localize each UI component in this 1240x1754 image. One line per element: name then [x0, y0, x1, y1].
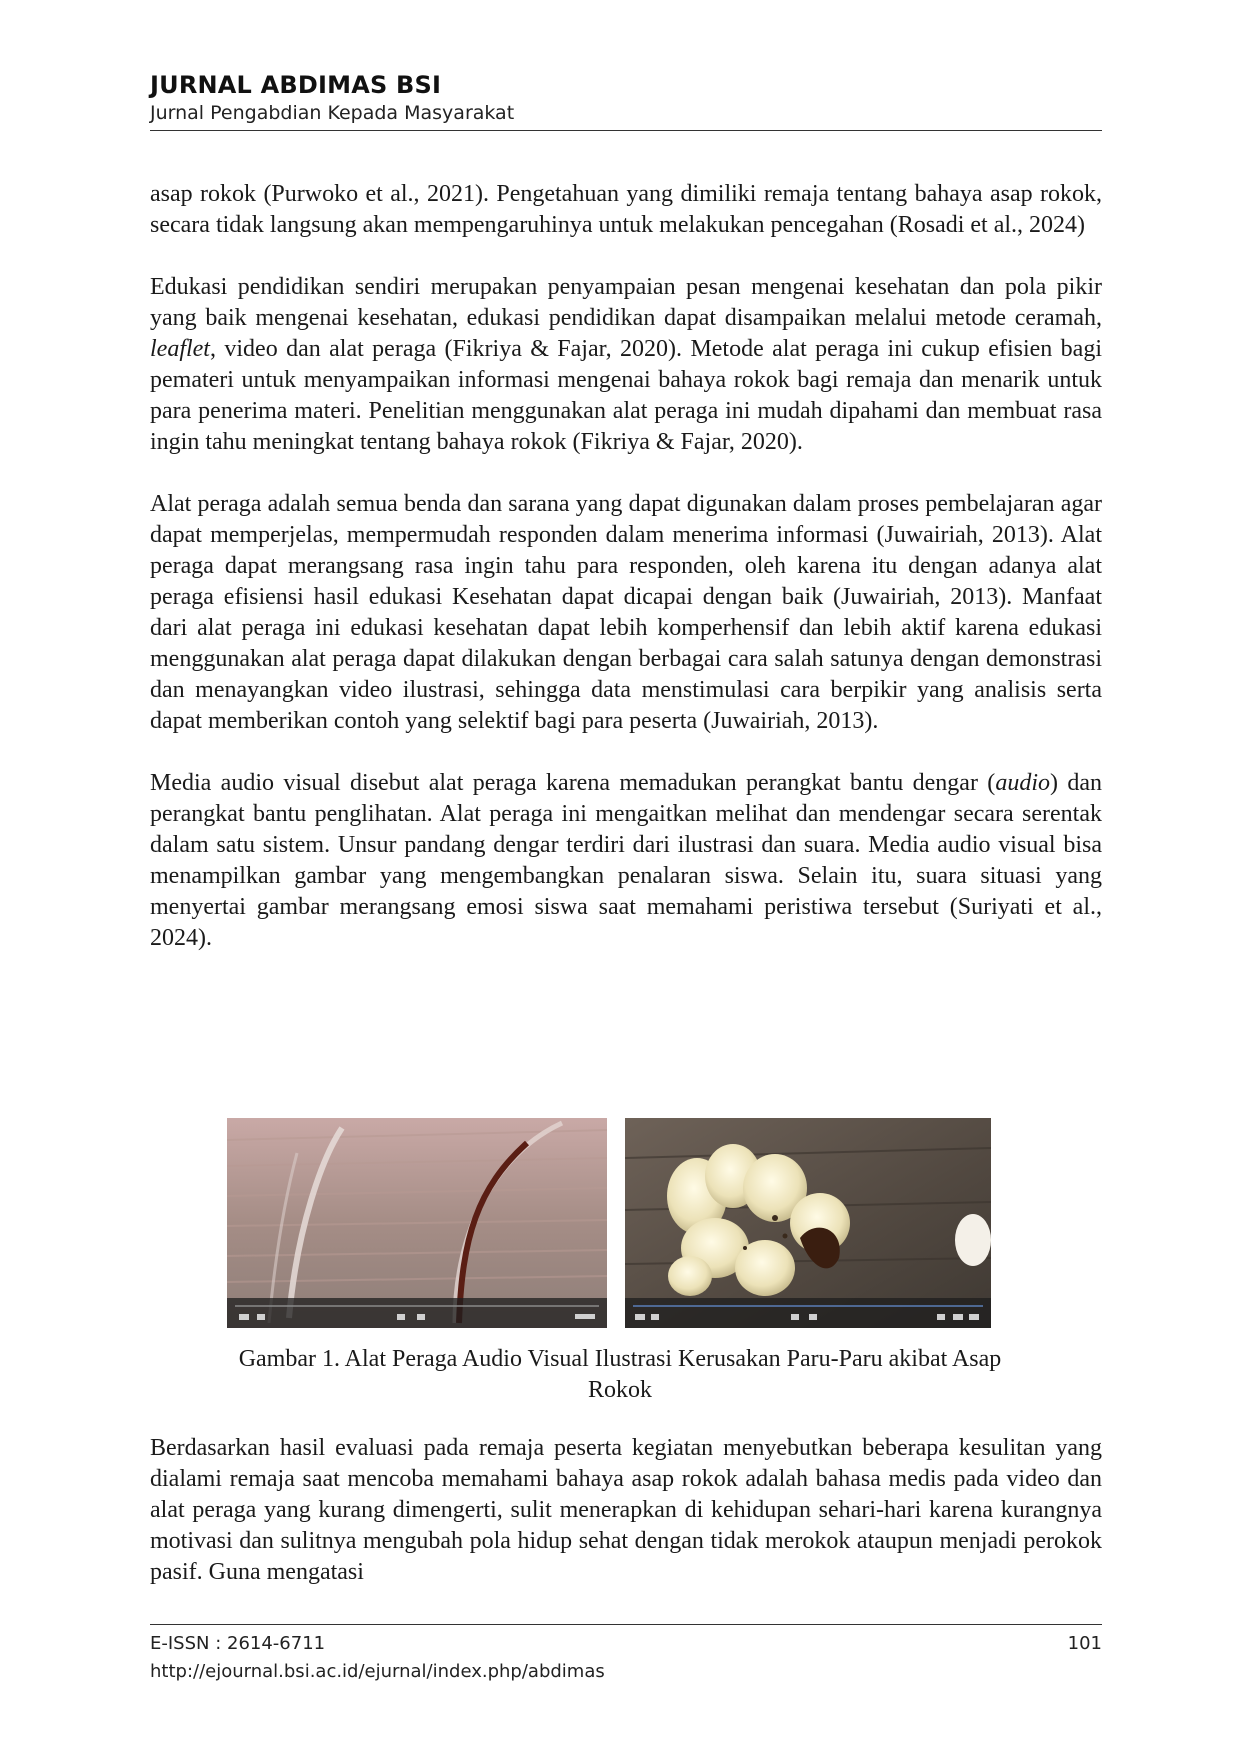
footer-url: http://ejournal.bsi.ac.id/ejurnal/index.php/abdimas [150, 1661, 605, 1682]
figure-caption-line-1: Gambar 1. Alat Peraga Audio Visual Ilustrasi Kerusakan Paru-Paru akibat Asap [238, 1346, 1002, 1372]
paragraph-3: Alat peraga adalah semua benda dan sarana yang dapat digunakan dalam proses pembelajaran agar dapat memperjelas, mempermudah responden dalam menerima informasi (Juwairiah, 2013). Alat peraga dapat merangsang rasa ingin tahu para responden, oleh karena itu dengan adanya alat peraga efisiensi hasil edukasi Kesehatan dapat dicapai dengan baik (Juwairiah, 2013). Manfaat dari alat peraga ini edukasi kesehatan dapat lebih komperhensif dan lebih aktif karena edukasi menggunakan alat peraga dapat dilakukan dengan berbagai cara salah satunya dengan demonstrasi dan menayangkan video ilustrasi, sehingga data menstimulasi cara berpikir yang analisis serta dapat memberikan contoh yang selektif bagi para peserta (Juwairiah, 2013). [150, 491, 1102, 734]
journal-title: JURNAL ABDIMAS BSI [150, 71, 442, 99]
figure-photo-lung-tubes [227, 1118, 607, 1328]
paragraph-2-part2: , video dan alat peraga (Fikriya & Fajar, 2020). Metode alat peraga ini cukup efisien bagi pemateri untuk menyampaikan informasi mengenai bahaya rokok bagi remaja dan menarik untuk para penerima materi. Penelitian menggunakan alat peraga ini mudah dipahami dan membuat rasa ingin tahu meningkat tentang bahaya rokok (Fikriya & Fajar, 2020). [150, 336, 1102, 455]
page-number: 101 [1067, 1633, 1102, 1654]
page-footer [150, 1624, 1102, 1686]
photo-lung-tubes-illustration [227, 1118, 607, 1328]
journal-subtitle: Jurnal Pengabdian Kepada Masyarakat [150, 102, 515, 124]
paragraph-2 [150, 272, 1102, 458]
paragraph-5: Berdasarkan hasil evaluasi pada remaja peserta kegiatan menyebutkan beberapa kesulitan yang dialami remaja saat mencoba memahami bahaya asap rokok adalah bahasa medis pada video dan alat peraga yang kurang dimengerti, sulit menerapkan di kehidupan sehari-hari karena kurangnya motivasi dan sulitnya mengubah pola hidup sehat dengan tidak merokok ataupun menjadi perokok pasif. Guna mengatasi [150, 1435, 1102, 1585]
figure-1 [227, 1118, 991, 1328]
body-text-bottom [150, 1433, 1102, 1588]
figure-caption [170, 1344, 1070, 1406]
paragraph-4-italic: audio [995, 770, 1050, 796]
paragraph-2-part1: Edukasi pendidikan sendiri merupakan penyampaian pesan mengenai kesehatan dan pola pikir yang baik mengenai kesehatan, edukasi pendidikan dapat disampaikan melalui metode ceramah, [150, 274, 1102, 331]
body-text-top [150, 179, 1102, 954]
photo-lung-model-illustration [625, 1118, 991, 1328]
paragraph-4 [150, 768, 1102, 954]
footer-eissn: E-ISSN : 2614-6711 [150, 1633, 326, 1654]
paragraph-2-italic: leaflet [150, 336, 210, 362]
paragraph-4-part2: ) dan perangkat bantu penglihatan. Alat peraga ini mengaitkan melihat dan mendengar secara serentak dalam satu sistem. Unsur pandang dengar terdiri dari ilustrasi dan suara. Media audio visual bisa menampilkan gambar yang mengembangkan penalaran siswa. Selain itu, suara situasi yang menyertai gambar merangsang emosi siswa saat memahami peristiwa tersebut (Suriyati et al., 2024). [150, 770, 1102, 951]
page-header [150, 70, 1102, 131]
figure-photo-lung-model [625, 1118, 991, 1328]
footer-row [150, 1630, 1102, 1658]
paragraph-4-part1: Media audio visual disebut alat peraga karena memadukan perangkat bantu dengar ( [150, 770, 996, 796]
figure-caption-line-2: Rokok [587, 1377, 652, 1403]
paragraph-1: asap rokok (Purwoko et al., 2021). Pengetahuan yang dimiliki remaja tentang bahaya asap rokok, secara tidak langsung akan mempengaruhinya untuk melakukan pencegahan (Rosadi et al., 2024) [150, 181, 1102, 238]
